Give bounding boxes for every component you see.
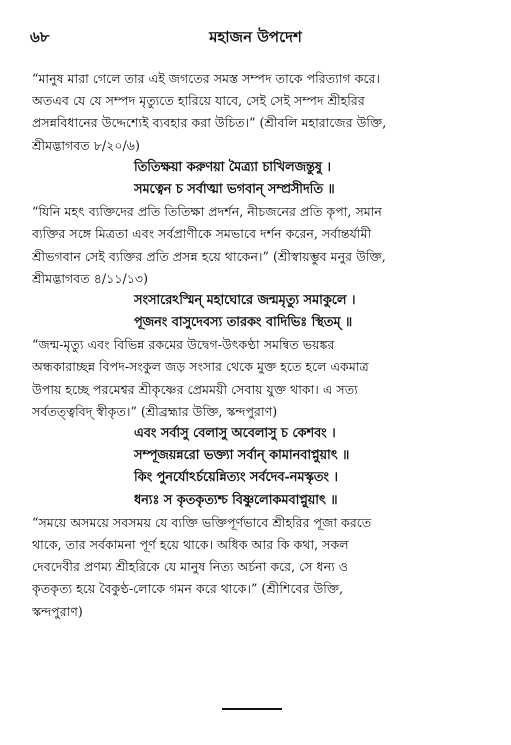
verse-line: কিং পুনর্যোঽর্চয়েন্নিত্যং সর্বদেব-নমস্কৃতং । bbox=[134, 470, 338, 486]
page-number: ৬৮ bbox=[30, 28, 50, 46]
text-line: থাকে, তার সর্বকামনা পূর্ণ হয়ে থাকে। অধিক আর কি কথা, সকল bbox=[32, 536, 349, 552]
page-title: মহাজন উপদেশ bbox=[209, 28, 302, 46]
text-line: “জন্ম-মৃত্যু এবং বিভিন্ন রকমের উদ্বেগ-উৎকণ্ঠা সমন্বিত ভয়ঙ্কর bbox=[32, 337, 335, 353]
text-line: শ্রীমদ্ভাগবত ৪/১১/১৩) bbox=[32, 270, 149, 286]
text-line: “মানুষ মারা গেলে তার এই জগতের সমস্ত সম্পদ তাকে পরিত্যাগ করে। bbox=[32, 71, 380, 86]
text-line: “সময়ে অসময়ে সবসময় যে ব্যক্তি ভক্তিপূর্ণভাবে শ্রীহরির পূজা করতে bbox=[32, 514, 372, 530]
verse-line: সম্পূজয়ন্নরো ভক্ত্যা সর্বান্ কামানবাপ্নুয়াৎ ॥ bbox=[134, 448, 350, 464]
text-line: প্রসন্নবিধানের উদ্দেশ্যেই ব্যবহার করা উচিত।” (শ্রীবলি মহারাজের উক্তি, bbox=[32, 115, 387, 131]
verse-line: সংসারেঽস্মিন্ মহাঘোরে জন্মমৃত্যু সমাকুলে । bbox=[134, 292, 356, 308]
text-line: অন্ধকারাচ্ছন্ন বিপদ-সংকুল জড় সংসার থেকে মুক্ত হতে হলে একমাত্র bbox=[32, 359, 369, 375]
verse-line: ধন্যঃ স কৃতকৃত্যশ্চ বিষ্ণুলোকমবাপ্নুয়াৎ ॥ bbox=[134, 492, 338, 508]
text-line: ব্যক্তির সঙ্গে মিত্রতা এবং সর্বপ্রাণীকে সমভাবে দর্শন করেন, সর্বান্তর্যামী bbox=[32, 226, 372, 242]
verse-line: সমত্বেন চ সর্বাত্মা ভগবান্ সম্প্রসীদতি ॥ bbox=[134, 181, 335, 197]
text-line: সর্বতত্ত্ববিদ্ স্বীকৃত।” (শ্রীব্রহ্মার উক্তি, স্কন্দপুরাণ) bbox=[32, 403, 278, 419]
text-line: শ্রীমদ্ভাগবত ৮/২০/৬) bbox=[32, 137, 140, 153]
text-line: উপায় হচ্ছে পরমেশ্বর শ্রীকৃষ্ণের প্রেমময়ী সেবায় যুক্ত থাকা। এ সত্য bbox=[32, 381, 358, 397]
verse-line: তিতিক্ষয়া করুণয়া মৈত্র্যা চাখিলজন্তুষু । bbox=[134, 159, 331, 175]
text-line: অতএব যে যে সম্পদ মৃত্যুতে হারিয়ে যাবে, সেই সেই সম্পদ শ্রীহরির bbox=[32, 93, 365, 109]
verse-line: এবং সর্বাসু বেলাসু অবেলাসু চ কেশবং । bbox=[134, 426, 336, 441]
text-line: শ্রীভগবান সেই ব্যক্তির প্রতি প্রসন্ন হয়ে থাকেন।” (শ্রীস্বায়ম্ভুব মনুর উক্তি, bbox=[32, 248, 386, 264]
page-header bbox=[0, 26, 511, 50]
verse-line: পূজনং বাসুদেবস্য তারকং বাদিভিঃ স্থিতম্ ॥ bbox=[134, 315, 353, 331]
text-line: “যিনি মহৎ ব্যক্তিদের প্রতি তিতিক্ষা প্রদর্শন, নীচজনের প্রতি কৃপা, সমান bbox=[32, 204, 382, 220]
body-text bbox=[32, 68, 488, 623]
text-line: দেবদেবীর প্রণম্য শ্রীহরিকে যে মানুষ নিত্য অর্চনা করে, সে ধন্য ও bbox=[32, 559, 349, 575]
text-line: স্কন্দপুরাণ) bbox=[32, 603, 83, 619]
footer-rule bbox=[222, 708, 282, 710]
text-line: কৃতকৃত্য হয়ে বৈকুণ্ঠ-লোকে গমন করে থাকে।” (শ্রীশিবের উক্তি, bbox=[32, 581, 344, 597]
